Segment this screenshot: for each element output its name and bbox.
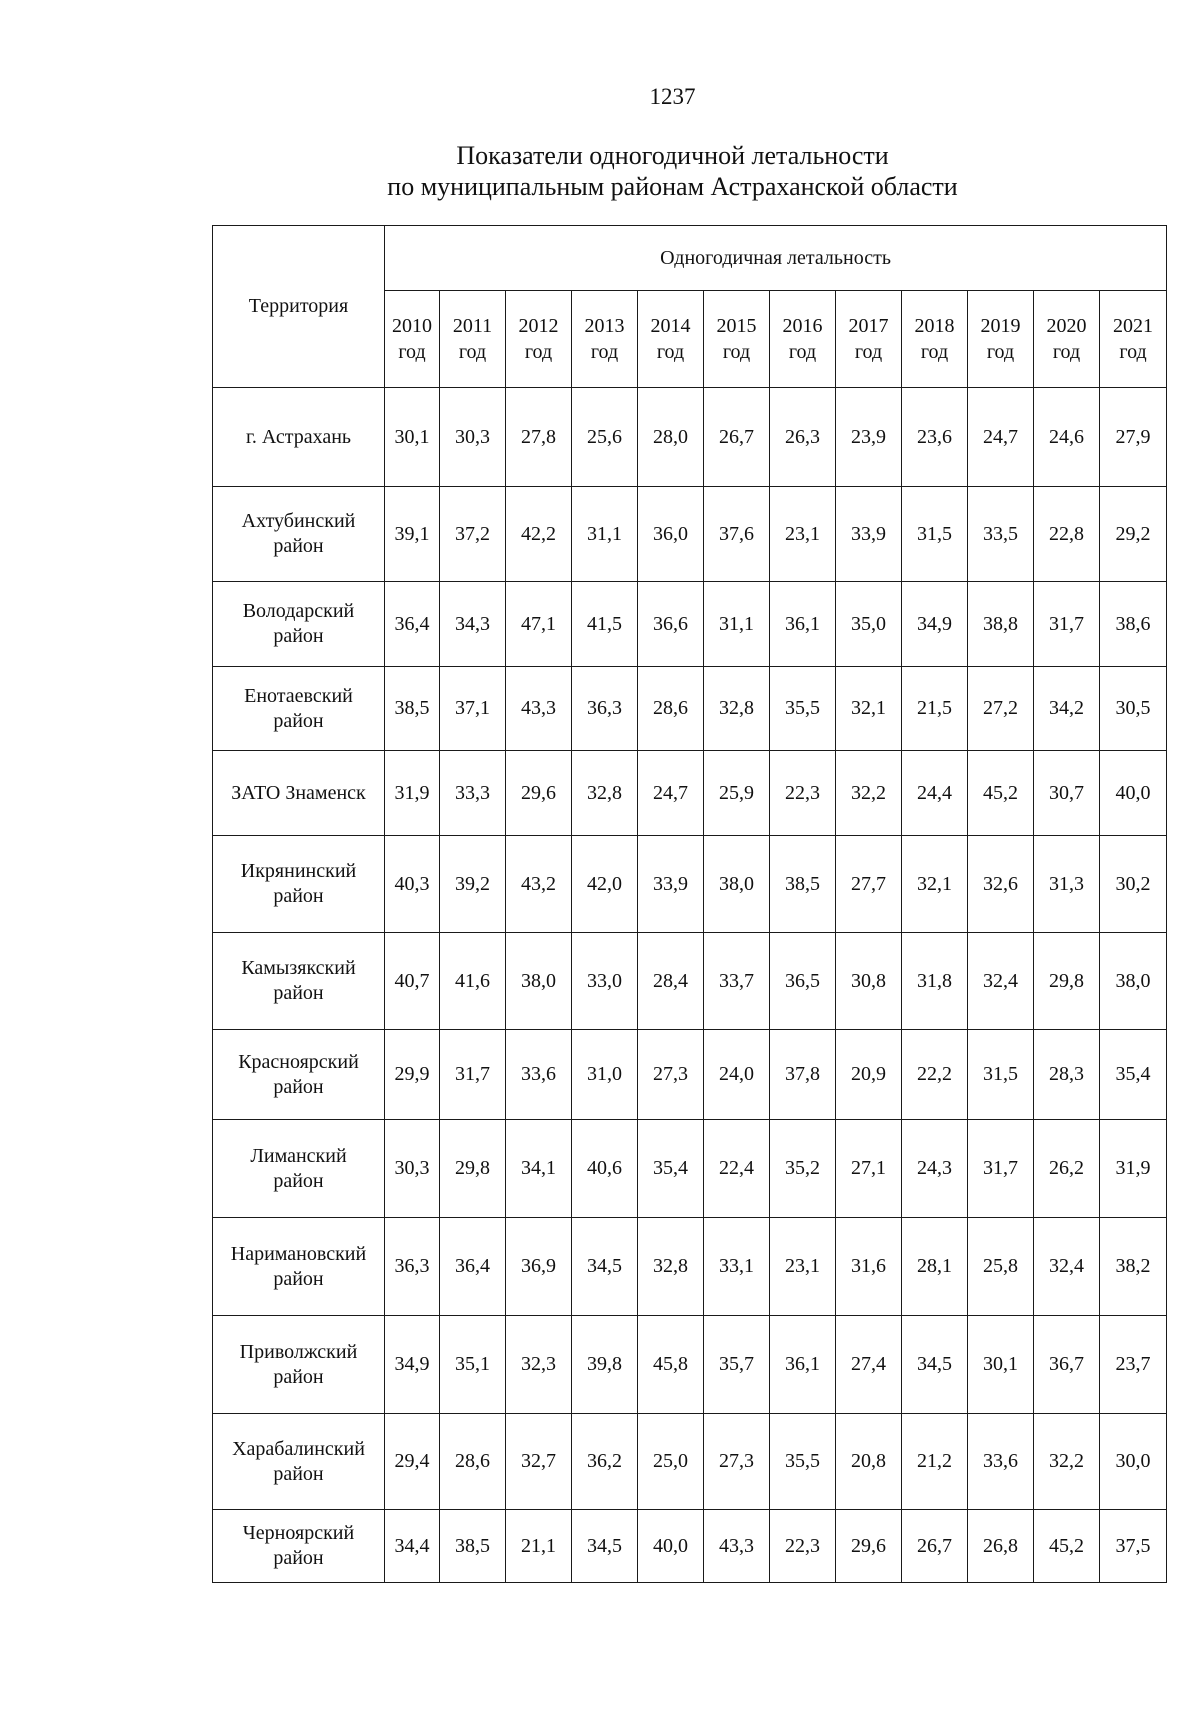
value-cell: 32,1 [836,667,902,751]
territory-name: Харабалинский [232,1437,365,1460]
value-cell: 34,5 [902,1316,968,1414]
territory-name: Володарский [242,600,355,622]
year-unit: год [920,341,949,363]
value-cell: 41,6 [440,933,506,1030]
territory-type: район [273,625,324,647]
value-cell: 27,4 [836,1316,902,1414]
value-cell: 36,3 [385,1218,440,1316]
year-label: 2010 [392,315,432,337]
value-cell: 31,7 [968,1120,1034,1218]
value-cell: 36,7 [1034,1316,1100,1414]
year-unit: год [656,341,685,363]
value-cell: 32,2 [836,751,902,836]
year-label: 2017 [848,315,889,337]
value-cell: 39,1 [385,487,440,582]
value-cell: 37,1 [440,667,506,751]
table-row [213,487,1167,582]
value-cell: 28,0 [638,388,704,487]
year-unit: год [458,341,487,363]
value-cell: 27,2 [968,667,1034,751]
value-cell: 26,3 [770,388,836,487]
value-cell: 22,3 [770,751,836,836]
document-title-line-1: Показатели одногодичной летальности [456,141,889,170]
value-cell: 36,4 [385,582,440,667]
territory-name-cell [213,1120,385,1218]
value-cell: 30,3 [440,388,506,487]
year-unit: год [524,341,553,363]
year-unit: год [590,341,619,363]
value-cell: 29,4 [385,1414,440,1510]
value-cell: 36,1 [770,582,836,667]
value-cell: 26,7 [902,1510,968,1583]
territory-name: Енотаевский [244,684,353,707]
value-cell: 34,3 [440,582,506,667]
value-cell: 29,6 [836,1510,902,1583]
value-cell: 29,9 [385,1030,440,1120]
table-row [213,751,1167,836]
value-cell: 29,8 [1034,933,1100,1030]
year-unit: год [854,341,883,363]
value-cell: 28,6 [638,667,704,751]
value-cell: 38,8 [968,582,1034,667]
value-cell: 33,6 [968,1414,1034,1510]
value-cell: 31,9 [385,751,440,836]
value-cell: 41,5 [572,582,638,667]
value-cell: 36,2 [572,1414,638,1510]
value-cell: 37,8 [770,1030,836,1120]
territory-type: район [273,885,324,907]
value-cell: 33,7 [704,933,770,1030]
value-cell: 27,9 [1100,388,1167,487]
value-cell: 35,2 [770,1120,836,1218]
value-cell: 28,3 [1034,1030,1100,1120]
value-cell: 33,1 [704,1218,770,1316]
value-cell: 30,8 [836,933,902,1030]
document-title-line-2: по муниципальным районам Астраханской области [387,172,958,201]
value-cell: 29,6 [506,751,572,836]
value-cell: 32,6 [968,836,1034,933]
value-cell: 22,8 [1034,487,1100,582]
value-cell: 29,2 [1100,487,1167,582]
value-cell: 23,1 [770,487,836,582]
value-cell: 27,3 [638,1030,704,1120]
table-row [213,667,1167,751]
territory-name-cell [213,1218,385,1316]
value-cell: 33,9 [638,836,704,933]
territory-name-cell [213,582,385,667]
value-cell: 38,0 [506,933,572,1030]
territory-type: район [273,1075,324,1098]
year-header [506,291,572,388]
table-row [213,582,1167,667]
value-cell: 38,5 [440,1510,506,1583]
territory-name-cell [213,1316,385,1414]
territory-type: район [273,1462,324,1485]
territory-name-cell [213,667,385,751]
value-cell: 31,0 [572,1030,638,1120]
value-cell: 35,4 [1100,1030,1167,1120]
territory-name: Приволжский [239,1340,358,1363]
value-cell: 31,7 [1034,582,1100,667]
year-label: 2014 [650,315,691,337]
value-cell: 25,0 [638,1414,704,1510]
page-number: 1237 [649,84,696,109]
value-cell: 27,8 [506,388,572,487]
value-cell: 32,3 [506,1316,572,1414]
value-cell: 33,3 [440,751,506,836]
territory-name-cell [213,1414,385,1510]
table-row [213,836,1167,933]
territory-name: Икрянинский [240,860,357,882]
territory-header: Территория [213,226,385,388]
value-cell: 25,9 [704,751,770,836]
value-cell: 34,2 [1034,667,1100,751]
value-cell: 45,2 [968,751,1034,836]
value-cell: 22,2 [902,1030,968,1120]
value-cell: 20,9 [836,1030,902,1120]
territory-type: район [273,982,324,1004]
table-row [213,1414,1167,1510]
value-cell: 28,1 [902,1218,968,1316]
value-cell: 27,3 [704,1414,770,1510]
table-row [213,1030,1167,1120]
value-cell: 23,9 [836,388,902,487]
value-cell: 23,1 [770,1218,836,1316]
territory-name-cell [213,751,385,836]
value-cell: 37,2 [440,487,506,582]
value-cell: 32,7 [506,1414,572,1510]
table-row [213,933,1167,1030]
territory-name: Красноярский [238,1050,359,1073]
value-cell: 45,8 [638,1316,704,1414]
value-cell: 36,4 [440,1218,506,1316]
value-cell: 32,8 [704,667,770,751]
year-label: 2020 [1046,315,1087,337]
value-cell: 34,5 [572,1218,638,1316]
value-cell: 26,8 [968,1510,1034,1583]
value-cell: 20,8 [836,1414,902,1510]
value-cell: 22,3 [770,1510,836,1583]
territory-name: г. Астрахань [245,425,352,448]
value-cell: 36,9 [506,1218,572,1316]
value-cell: 38,2 [1100,1218,1167,1316]
value-cell: 35,5 [770,1414,836,1510]
territory-name: Наримановский [230,1242,367,1265]
table-row [213,1218,1167,1316]
table-row [213,388,1167,487]
value-cell: 31,9 [1100,1120,1167,1218]
value-cell: 32,1 [902,836,968,933]
year-label: 2015 [716,315,757,337]
territory-name: Черноярский [242,1522,355,1544]
territory-type: район [273,1365,324,1388]
value-cell: 32,8 [638,1218,704,1316]
year-header [770,291,836,388]
value-cell: 35,4 [638,1120,704,1218]
year-unit: год [986,341,1015,363]
value-cell: 35,0 [836,582,902,667]
value-cell: 40,0 [638,1510,704,1583]
value-cell: 28,4 [638,933,704,1030]
value-cell: 31,8 [902,933,968,1030]
value-cell: 21,2 [902,1414,968,1510]
value-cell: 40,3 [385,836,440,933]
year-header [1034,291,1100,388]
territory-type: район [273,535,324,557]
value-cell: 30,7 [1034,751,1100,836]
year-header [385,291,440,388]
value-cell: 34,9 [902,582,968,667]
territory-name-cell [213,388,385,487]
year-header [902,291,968,388]
value-cell: 45,2 [1034,1510,1100,1583]
year-header [1100,291,1167,388]
value-cell: 32,4 [968,933,1034,1030]
value-cell: 34,1 [506,1120,572,1218]
value-cell: 33,0 [572,933,638,1030]
document-title [0,140,1200,202]
value-cell: 38,0 [704,836,770,933]
value-cell: 26,7 [704,388,770,487]
value-cell: 32,8 [572,751,638,836]
year-label: 2013 [584,315,625,337]
value-cell: 33,5 [968,487,1034,582]
value-cell: 37,5 [1100,1510,1167,1583]
year-header [638,291,704,388]
value-cell: 36,3 [572,667,638,751]
year-label: 2018 [914,315,955,337]
value-cell: 22,4 [704,1120,770,1218]
territory-name: Ахтубинский [241,510,356,532]
value-cell: 24,4 [902,751,968,836]
value-cell: 34,4 [385,1510,440,1583]
value-cell: 37,6 [704,487,770,582]
value-cell: 21,1 [506,1510,572,1583]
territory-type: район [273,709,324,732]
year-unit: год [398,341,426,363]
value-cell: 29,8 [440,1120,506,1218]
year-unit: год [1052,341,1081,363]
value-cell: 27,7 [836,836,902,933]
territory-type: район [273,1267,324,1290]
value-cell: 28,6 [440,1414,506,1510]
table-row [213,1510,1167,1583]
table-body [213,388,1167,1583]
year-label: 2021 [1113,315,1154,337]
value-cell: 32,2 [1034,1414,1100,1510]
value-cell: 38,5 [385,667,440,751]
value-cell: 36,6 [638,582,704,667]
value-cell: 30,3 [385,1120,440,1218]
value-cell: 31,5 [968,1030,1034,1120]
year-header [968,291,1034,388]
year-header [572,291,638,388]
value-cell: 39,8 [572,1316,638,1414]
value-cell: 21,5 [902,667,968,751]
value-cell: 42,0 [572,836,638,933]
value-cell: 39,2 [440,836,506,933]
value-cell: 33,6 [506,1030,572,1120]
value-cell: 30,0 [1100,1414,1167,1510]
value-cell: 24,7 [638,751,704,836]
value-cell: 31,6 [836,1218,902,1316]
value-cell: 38,5 [770,836,836,933]
mortality-table [212,225,1167,1583]
value-cell: 43,3 [506,667,572,751]
value-cell: 30,5 [1100,667,1167,751]
territory-type: район [273,1169,324,1192]
mortality-group-header: Одногодичная летальность [385,226,1167,291]
value-cell: 34,5 [572,1510,638,1583]
table-row [213,1316,1167,1414]
territory-type: район [273,1547,324,1569]
value-cell: 31,1 [704,582,770,667]
value-cell: 34,9 [385,1316,440,1414]
value-cell: 36,5 [770,933,836,1030]
value-cell: 42,2 [506,487,572,582]
value-cell: 43,3 [704,1510,770,1583]
territory-name-cell [213,487,385,582]
territory-name: Лиманский [250,1144,347,1167]
value-cell: 36,0 [638,487,704,582]
value-cell: 30,1 [968,1316,1034,1414]
year-header [836,291,902,388]
value-cell: 40,7 [385,933,440,1030]
value-cell: 43,2 [506,836,572,933]
value-cell: 31,3 [1034,836,1100,933]
value-cell: 35,1 [440,1316,506,1414]
value-cell: 38,6 [1100,582,1167,667]
value-cell: 27,1 [836,1120,902,1218]
value-cell: 30,2 [1100,836,1167,933]
value-cell: 26,2 [1034,1120,1100,1218]
value-cell: 47,1 [506,582,572,667]
value-cell: 40,0 [1100,751,1167,836]
value-cell: 40,6 [572,1120,638,1218]
territory-name: Камызякский [241,957,356,979]
value-cell: 31,1 [572,487,638,582]
value-cell: 32,4 [1034,1218,1100,1316]
value-cell: 38,0 [1100,933,1167,1030]
value-cell: 24,6 [1034,388,1100,487]
territory-name-cell [213,836,385,933]
value-cell: 24,7 [968,388,1034,487]
value-cell: 35,7 [704,1316,770,1414]
year-unit: год [1119,341,1147,363]
year-header [704,291,770,388]
year-label: 2011 [452,315,493,337]
value-cell: 25,8 [968,1218,1034,1316]
value-cell: 36,1 [770,1316,836,1414]
value-cell: 24,3 [902,1120,968,1218]
territory-name-cell [213,933,385,1030]
year-header [440,291,506,388]
territory-name: ЗАТО Знаменск [231,781,366,804]
year-label: 2012 [518,315,559,337]
year-unit: год [722,341,751,363]
value-cell: 30,1 [385,388,440,487]
value-cell: 31,5 [902,487,968,582]
value-cell: 23,6 [902,388,968,487]
value-cell: 25,6 [572,388,638,487]
table-row [213,1120,1167,1218]
territory-name-cell [213,1510,385,1583]
value-cell: 23,7 [1100,1316,1167,1414]
year-label: 2019 [980,315,1021,337]
value-cell: 33,9 [836,487,902,582]
territory-name-cell [213,1030,385,1120]
value-cell: 31,7 [440,1030,506,1120]
value-cell: 35,5 [770,667,836,751]
year-label: 2016 [782,315,823,337]
year-unit: год [788,341,817,363]
value-cell: 24,0 [704,1030,770,1120]
